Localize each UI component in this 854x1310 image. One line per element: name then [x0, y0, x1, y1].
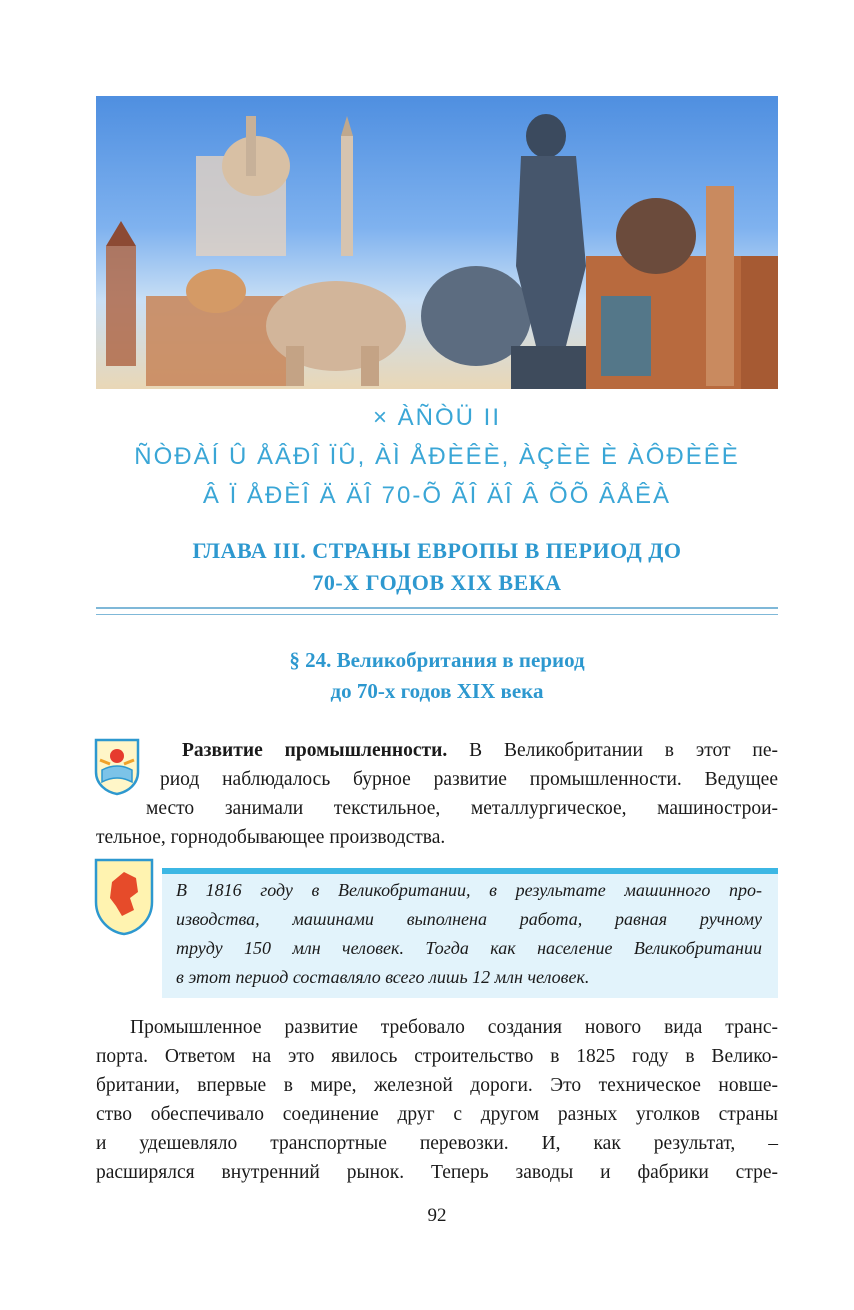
note-line-1: В 1816 году в Великобритании, в результате машинного про-	[176, 880, 762, 900]
banner-illustration	[96, 96, 778, 389]
chapter-banner-image	[96, 96, 778, 389]
section-title-line-2: до 70-х годов XIX века	[330, 679, 544, 703]
map-emblem-icon	[94, 858, 154, 936]
paragraph-transport-line-3: британии, впервые в мире, железной дороги. Это техническое новше-	[96, 1075, 778, 1096]
divider-bottom	[96, 614, 778, 615]
garbled-heading-line-1: × ÀÑÒÜ II	[372, 404, 502, 431]
chapter-title-line-2: 70-Х ГОДОВ XIX ВЕКА	[312, 570, 562, 595]
paragraph-industry	[96, 736, 778, 852]
note-line-3: труду 150 млн человек. Тогда как население Великобритании	[176, 938, 762, 958]
section-title-line-1: § 24. Великобритания в период	[289, 648, 585, 672]
paragraph-industry-line-3: место занимали текстильное, металлургическое, машинострои-	[146, 798, 778, 819]
paragraph-industry-line-1-text: В Великобритании в этот пе-	[447, 740, 778, 761]
paragraph-transport-line-6: расширялся внутренний рынок. Теперь заводы и фабрики стре-	[96, 1162, 778, 1183]
note-line-2: изводства, машинами выполнена работа, равная ручному	[176, 909, 762, 929]
note-line-4: в этот период составляло всего лишь 12 млн человек.	[176, 967, 590, 987]
garbled-heading-line-2: ÑÒÐÀÍ Û ÅÂÐÎ ÏÛ, ÀÌ ÅÐÈÊÈ, ÀÇÈÈ È ÀÔÐÈÊÈ	[134, 443, 740, 470]
paragraph-transport	[96, 1013, 778, 1187]
paragraph-transport-line-5: и удешевляло транспортные перевозки. И, как результат, –	[96, 1133, 778, 1154]
paragraph-industry-line-2: риод наблюдалось бурное развитие промышленности. Ведущее	[160, 769, 778, 790]
paragraph-industry-heading: Развитие промышленности.	[182, 740, 448, 761]
page-number: 92	[427, 1205, 447, 1226]
chapter-title-line-1: ГЛАВА III. СТРАНЫ ЕВРОПЫ В ПЕРИОД ДО	[192, 538, 682, 563]
paragraph-transport-line-2: порта. Ответом на это явилось строительство в 1825 году в Велико-	[96, 1046, 778, 1067]
paragraph-industry-line-1	[96, 736, 778, 765]
paragraph-industry-line-4: тельное, горнодобывающее производства.	[96, 827, 446, 848]
divider-top	[96, 607, 778, 609]
garbled-heading-line-3: Â Ï ÅÐÈÎ Ä ÄÎ 70-Õ ÃÎ ÄÎ Â ÕÕ ÂÅÊÀ	[202, 482, 672, 509]
note-text	[176, 876, 762, 992]
paragraph-transport-line-4: ство обеспечивало соединение друг с другом разных уголков страны	[96, 1104, 778, 1125]
paragraph-transport-line-1: Промышленное развитие требовало создания нового вида транс-	[130, 1017, 778, 1038]
